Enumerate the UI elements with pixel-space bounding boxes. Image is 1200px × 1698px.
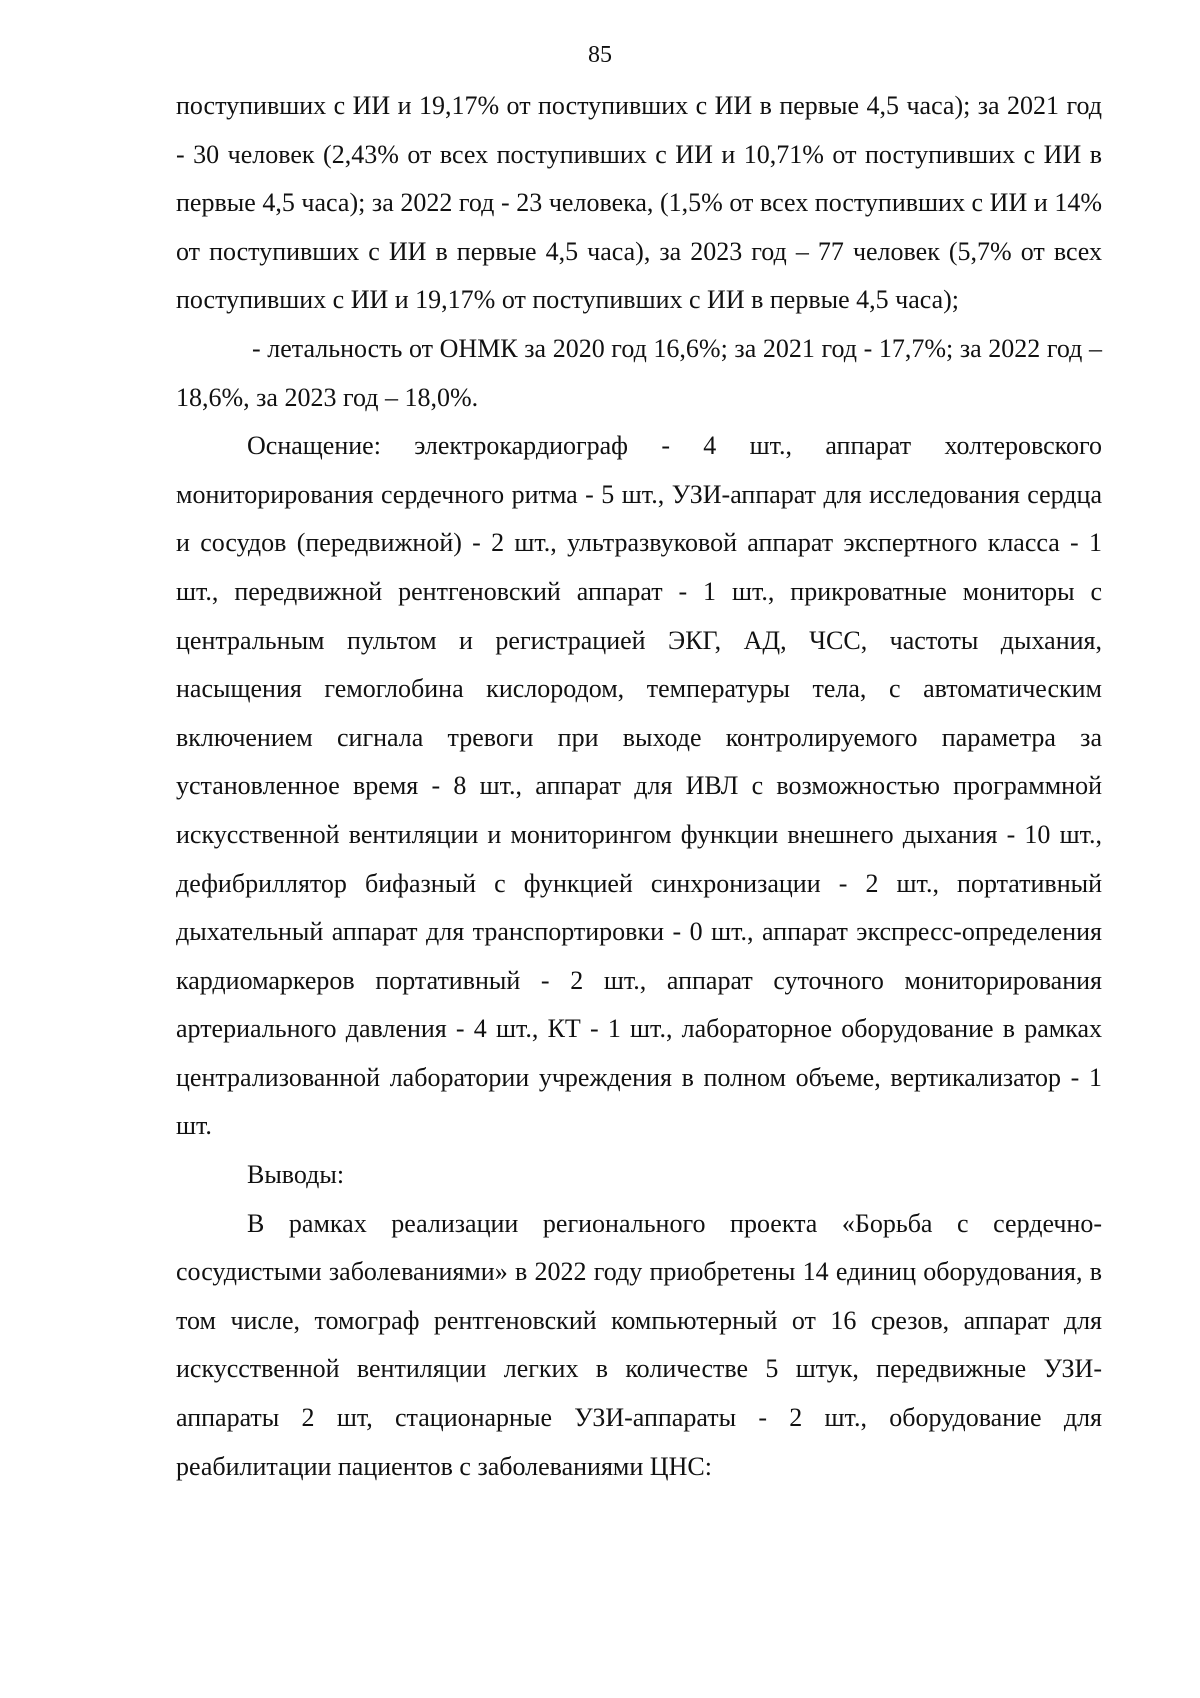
section-heading-conclusions: Выводы: — [247, 1160, 345, 1190]
document-body — [176, 82, 1102, 1491]
paragraph-statistics-continuation: поступивших с ИИ и 19,17% от поступивших с ИИ в первые 4,5 часа); за 2021 год - 30 человек (2,43% от всех поступивших с ИИ и 10,71% от поступивших с ИИ в первые 4,5 часа); за 2022 год - 23 человека, (1,5% от всех поступивших с ИИ и 14% от поступивших с ИИ в первые 4,5 часа), за 2023 год – 77 человек (5,7% от всех поступивших с ИИ и 19,17% от поступивших с ИИ в первые 4,5 часа); — [176, 91, 1102, 315]
page-number: 85 — [588, 42, 612, 68]
paragraph-mortality: - летальность от ОНМК за 2020 год 16,6%; за 2021 год - 17,7%; за 2022 год – 18,6%, за 2023 год – 18,0%. — [176, 333, 1102, 412]
paragraph-equipment: Оснащение: электрокардиограф - 4 шт., аппарат холтеровского мониторирования сердечного ритма - 5 шт., УЗИ-аппарат для исследования сердца и сосудов (передвижной) - 2 шт., ультразвуковой аппарат экспертного класса - 1 шт., передвижной рентгеновский аппарат - 1 шт., прикроватные мониторы с центральным пультом и регистрацией ЭКГ, АД, ЧСС, частоты дыхания, насыщения гемоглобина кислородом, температуры тела, с автоматическим включением сигнала тревоги при выходе контролируемого параметра за установленное время - 8 шт., аппарат для ИВЛ с возможностью программной искусственной вентиляции и мониторингом функции внешнего дыхания - 10 шт., дефибриллятор бифазный с функцией синхронизации - 2 шт., портативный дыхательный аппарат для транспортировки - 0 шт., аппарат экспресс-определения кардиомаркеров портативный - 2 шт., аппарат суточного мониторирования артериального давления - 4 шт., КТ - 1 шт., лабораторное оборудование в рамках централизованной лаборатории учреждения в полном объеме, вертикализатор - 1 шт. — [176, 431, 1102, 1141]
paragraph-conclusions: В рамках реализации регионального проекта «Борьба с сердечно-сосудистыми заболеваниями» в 2022 году приобретены 14 единиц оборудования, в том числе, томограф рентгеновский компьютерный от 16 срезов, аппарат для искусственной вентиляции легких в количестве 5 штук, передвижные УЗИ-аппараты 2 шт, стационарные УЗИ-аппараты - 2 шт., оборудование для реабилитации пациентов с заболеваниями ЦНС: — [176, 1208, 1102, 1481]
